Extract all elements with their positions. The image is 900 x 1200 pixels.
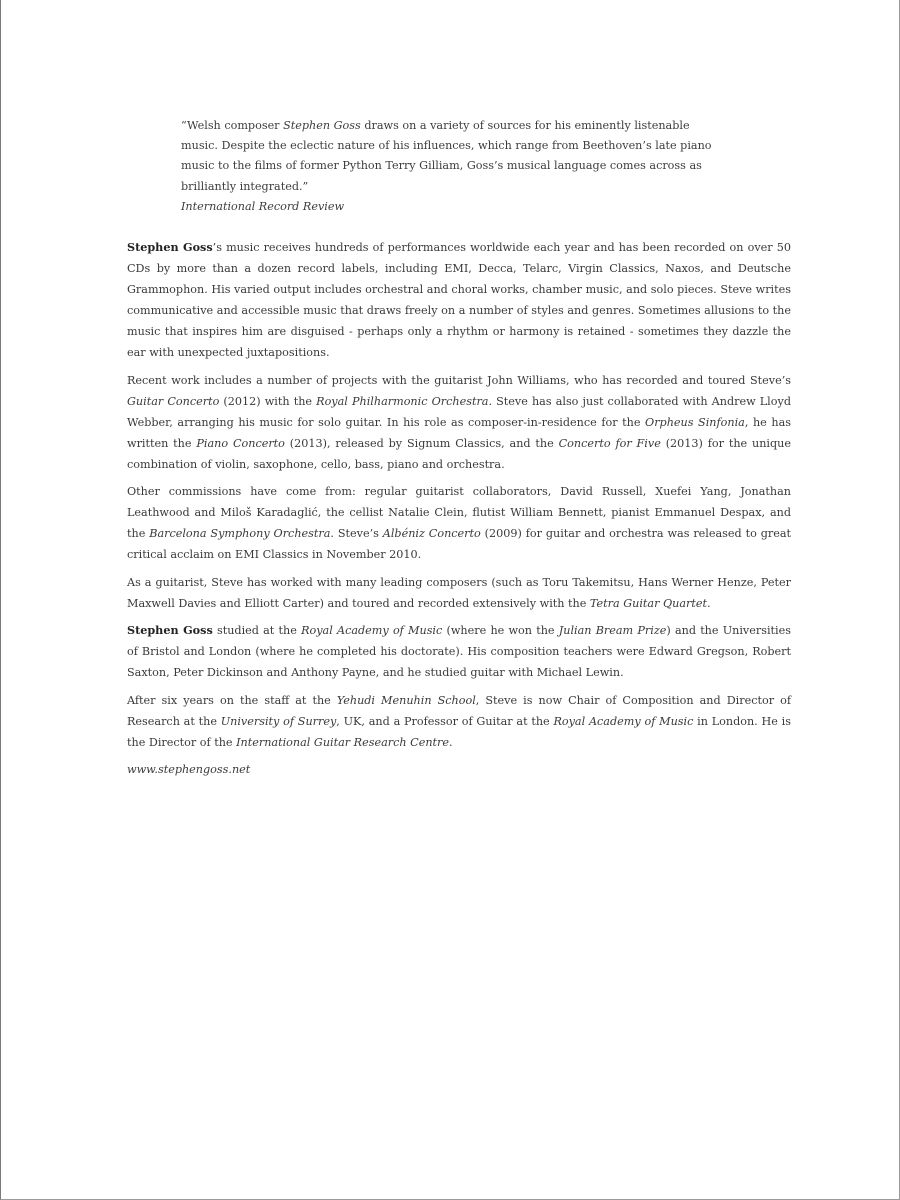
paragraph-intro: Stephen Goss’s music receives hundreds of performances worldwide each year and has been recorded on over 50 CDs by more than a dozen record labels, including EMI, Decca, Telarc, Virgin Classics, Naxos, and Deutsche Grammophon. His varied output includes orchestral and choral works, chamber music, and solo pieces. Steve writes communicative and accessible music that draws freely on a number of styles and genres. Sometimes allusions to the music that inspires him are disguised - perhaps only a rhythm or harmony is retained - sometimes they dazzle the ear with unexpected juxtapositions. [127,240,791,359]
paragraph-commissions: Other commissions have come from: regular guitarist collaborators, David Russell, Xuefei Yang, Jonathan Leathwood and Miloš Karadaglić, the cellist Natalie Clein, flutist William Bennett, pianist Emmanuel Despax, and the Barcelona Symphony Orchestra. Steve’s Albéniz Concerto (2009) for guitar and orchestra was released to great critical acclaim on EMI Classics in November 2010. [127,485,791,561]
quote-composer-name: Stephen Goss [283,119,361,132]
quote-text: “Welsh composer Stephen Goss draws on a variety of sources for his eminently listenable music. Despite the eclectic nature of his influences, which range from Beethoven’s late piano music to the films of former Python Terry Gilliam, Goss’s musical language comes across as brilliantly integrated.” [181,119,712,193]
paragraph-guitarist: As a guitarist, Steve has worked with many leading composers (such as Toru Takemitsu, Hans Werner Henze, Peter Maxwell Davies and Elliott Carter) and toured and recorded extensively with the Tetra Guitar Quartet. [127,575,791,610]
paragraph-recent-work: Recent work includes a number of projects with the guitarist John Williams, who has recorded and toured Steve’s Guitar Concerto (2012) with the Royal Philharmonic Orchestra. Steve has also just collaborated with Andrew Lloyd Webber, arranging his music for solo guitar. In his role as composer-in-residence for the Orpheus Sinfonia, he has written the Piano Concerto (2013), released by Signum Classics, and the Concerto for Five (2013) for the unique combination of violin, saxophone, cello, bass, piano and orchestra. [127,373,791,471]
paragraph-education: Stephen Goss studied at the Royal Academy of Music (where he won the Julian Bream Prize) and the Universities of Bristol and London (where he completed his doctorate). His composition teachers were Edward Gregson, Robert Saxton, Peter Dickinson and Anthony Payne, and he studied guitar with Michael Lewin. [127,623,791,679]
website-link[interactable]: www.stephengoss.net [127,763,251,776]
biography [127,237,791,787]
paragraph-positions: After six years on the staff at the Yehudi Menuhin School, Steve is now Chair of Composition and Director of Research at the University of Surrey, UK, and a Professor of Guitar at the Royal Academy of Music in London. He is the Director of the International Guitar Research Centre. [127,693,791,749]
review-quote [181,116,729,217]
quote-attribution: International Record Review [181,199,345,213]
